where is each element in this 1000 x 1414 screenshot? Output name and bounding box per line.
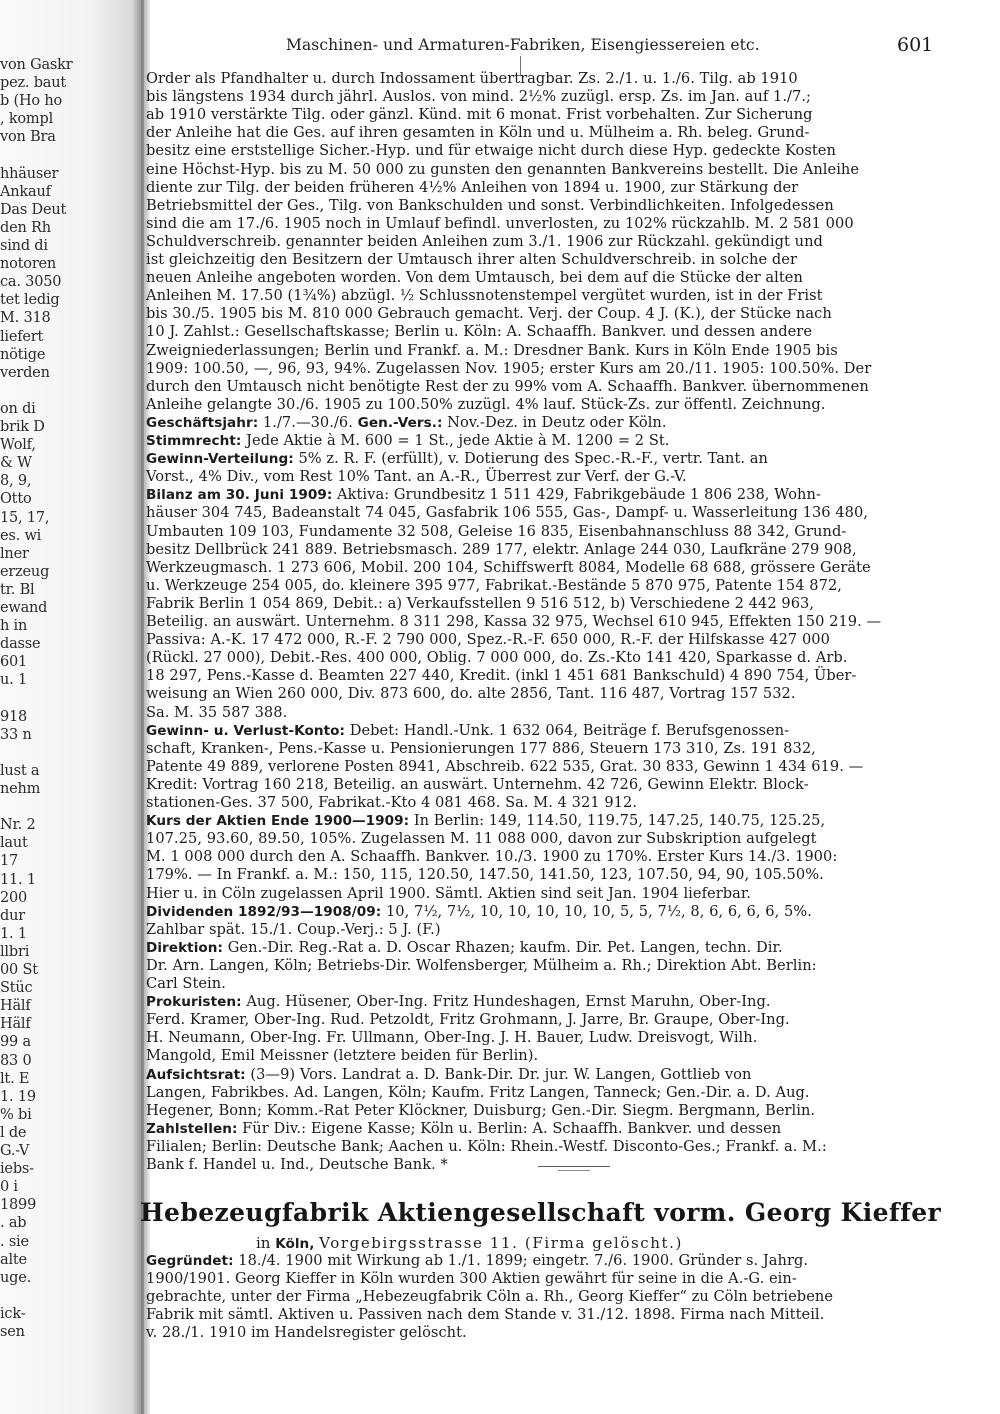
facing-page-text-fragment: ewand bbox=[0, 600, 48, 616]
facing-page-text-fragment: h in bbox=[0, 618, 28, 634]
text-line: besitz eine erststellige Sicher.-Hyp. und für etwaige nicht durch diese Hyp. gedeckte Kosten bbox=[146, 142, 836, 159]
text-line: Ferd. Kramer, Ober-Ing. Rud. Petzoldt, Fritz Grohmann, J. Jarre, Br. Graupe, Ober-Ing. bbox=[146, 1011, 790, 1028]
facing-page-text-fragment: & W bbox=[0, 455, 32, 471]
text-line: H. Neumann, Ober-Ing. Fr. Ullmann, Ober-Ing. J. H. Bauer, Ludw. Dreisvogt, Wilh. bbox=[146, 1029, 758, 1046]
facing-page-text-fragment: , kompl bbox=[0, 111, 54, 127]
text-line: Zweigniederlassungen; Berlin und Frankf. a. M.: Dresdner Bank. Kurs in Köln Ende 1905 bis bbox=[146, 342, 838, 359]
facing-page-text-fragment: den Rh bbox=[0, 220, 51, 236]
text-line: der Anleihe hat die Ges. auf ihren gesamten in Köln und u. Mülheim a. Rh. beleg. Grund- bbox=[146, 124, 810, 141]
text-line: ist gleichzeitig den Besitzern der Umtausch ihrer alten Schuldverschreib. in solche der bbox=[146, 251, 797, 268]
text-line: M. 1 008 000 durch den A. Schaaffh. Bankver. 10./3. 1900 zu 170%. Erster Kurs 14./3. 1900: bbox=[146, 848, 838, 865]
facing-page-text-fragment: notoren bbox=[0, 256, 57, 272]
facing-page-text-fragment: dasse bbox=[0, 636, 41, 652]
text-line: Langen, Fabrikbes. Ad. Langen, Köln; Kaufm. Fritz Langen, Tanneck; Gen.-Dir. a. D. Aug. bbox=[146, 1084, 810, 1101]
text-line: Zahlstellen: Für Div.: Eigene Kasse; Köln u. Berlin: A. Schaaffh. Bankver. und dessen bbox=[146, 1120, 782, 1137]
facing-page-text-fragment: 33 n bbox=[0, 727, 32, 743]
text-line: Bilanz am 30. Juni 1909: Aktiva: Grundbesitz 1 511 429, Fabrikgebäude 1 806 238, Wohn- bbox=[146, 486, 821, 503]
facing-page-text-fragment: 83 0 bbox=[0, 1053, 32, 1069]
facing-page-text-fragment: Stüc bbox=[0, 980, 33, 996]
text-line: 107.25, 93.60, 89.50, 105%. Zugelassen M. 11 088 000, davon zur Subskription aufgelegt bbox=[146, 830, 817, 847]
facing-page-text-fragment: b (Ho ho bbox=[0, 93, 63, 109]
facing-page-text-fragment: 00 St bbox=[0, 962, 38, 978]
facing-page-text-fragment: lner bbox=[0, 546, 29, 562]
company-text-line: Gegründet: 18./4. 1900 mit Wirkung ab 1./1. 1899; eingetr. 7./6. 1900. Gründer s. Jahrg. bbox=[146, 1252, 809, 1269]
facing-page-text-fragment: 0 i bbox=[0, 1179, 18, 1195]
facing-page-text-fragment: Hälf bbox=[0, 998, 31, 1014]
text-line: Hegener, Bonn; Komm.-Rat Peter Klöckner, Duisburg; Gen.-Dir. Siegm. Bergmann, Berlin. bbox=[146, 1102, 816, 1119]
facing-page-text-fragment: ick- bbox=[0, 1306, 26, 1322]
facing-page-text-fragment: tr. Bl bbox=[0, 582, 35, 598]
text-line: weisung an Wien 260 000, Div. 873 600, do. alte 2856, Tant. 116 487, Vortrag 157 532. bbox=[146, 685, 796, 702]
facing-page-text-fragment: 1. 1 bbox=[0, 926, 27, 942]
text-line: Kredit: Vortrag 160 218, Beteilig. an auswärt. Unternehm. 42 726, Gewinn Elektr. Block- bbox=[146, 776, 809, 793]
text-line: 179%. — In Frankf. a. M.: 150, 115, 120.50, 147.50, 141.50, 123, 107.50, 94, 90, 105.50%. bbox=[146, 866, 824, 883]
company-text-line: 1900/1901. Georg Kieffer in Köln wurden 300 Aktien gewährt für seine in die A.-G. ein- bbox=[146, 1270, 797, 1287]
facing-page-text-fragment: llbri bbox=[0, 944, 30, 960]
facing-page-text-fragment: 601 bbox=[0, 654, 28, 670]
text-line: Fabrik Berlin 1 054 869, Debit.: a) Verkaufsstellen 9 516 512, b) Verschiedene 2 442 963, bbox=[146, 595, 815, 612]
text-line: Mangold, Emil Meissner (letztere beiden für Berlin). bbox=[146, 1047, 539, 1064]
facing-page-text-fragment: sen bbox=[0, 1324, 25, 1340]
facing-page-text-fragment: 11. 1 bbox=[0, 872, 36, 888]
company-address bbox=[256, 1234, 683, 1252]
company-text-line: gebrachte, unter der Firma „Hebezeugfabrik Cöln a. Rh., Georg Kieffer“ zu Cöln betriebene bbox=[146, 1288, 834, 1305]
facing-page-text-fragment: lt. E bbox=[0, 1071, 30, 1087]
text-line: Schuldverschreib. genannter beiden Anleihen zum 3./1. 1906 zur Rückzahl. gekündigt und bbox=[146, 233, 823, 250]
facing-page-text-fragment: verden bbox=[0, 365, 50, 381]
text-line: Beteilig. an auswärt. Unternehm. 8 311 298, Kassa 32 975, Wechsel 610 945, Effekten 150 219. — bbox=[146, 613, 882, 630]
facing-page-text-fragment: . sie bbox=[0, 1234, 29, 1250]
text-line: bis längstens 1934 durch jährl. Auslos. von mind. 2½% zuzügl. ersp. Zs. im Jan. auf 1./7.; bbox=[146, 88, 811, 105]
company-title: Hebezeugfabrik Aktiengesellschaft vorm. Georg Kieffer bbox=[140, 1198, 942, 1227]
text-line: Geschäftsjahr: 1./7.—30./6. Gen.-Vers.: Nov.-Dez. in Deutz oder Köln. bbox=[146, 414, 667, 431]
text-line: besitz Dellbrück 241 889. Betriebsmasch. 289 177, elektr. Anlage 244 030, Laufkräne 279 908, bbox=[146, 541, 857, 558]
text-line: sind die am 17./6. 1905 noch in Umlauf befindl. unverlosten, zu 102% rückzahlb. M. 2 581 000 bbox=[146, 215, 854, 232]
facing-page-text-fragment: 1. 19 bbox=[0, 1089, 36, 1105]
company-city: Köln, bbox=[275, 1236, 315, 1252]
facing-page-text-fragment: Nr. 2 bbox=[0, 817, 36, 833]
text-line: Dr. Arn. Langen, Köln; Betriebs-Dir. Wolfensberger, Mülheim a. Rh.; Direktion Abt. Berlin: bbox=[146, 957, 817, 974]
text-line: Hier u. in Cöln zugelassen April 1900. Sämtl. Aktien sind seit Jan. 1904 lieferbar. bbox=[146, 885, 751, 902]
facing-page-text-fragment: tet ledig bbox=[0, 292, 60, 308]
text-line: häuser 304 745, Badeanstalt 74 045, Gasfabrik 106 555, Gas-, Dampf- u. Wasserleitung 136 480, bbox=[146, 504, 869, 521]
text-line: Vorst., 4% Div., vom Rest 10% Tant. an A.-R., Überrest zur Verf. der G.-V. bbox=[146, 468, 687, 485]
text-line: neuen Anleihe angeboten worden. Von dem Umtausch, bei dem auf die Stücke der alten bbox=[146, 269, 803, 286]
facing-page-text-fragment: 99 a bbox=[0, 1034, 31, 1050]
facing-page-text-fragment: on di bbox=[0, 401, 36, 417]
facing-page-text-fragment: uge. bbox=[0, 1270, 32, 1286]
facing-page-text-fragment: u. 1 bbox=[0, 672, 27, 688]
facing-page-text-fragment: M. 318 bbox=[0, 310, 51, 326]
text-line: diente zur Tilg. der beiden früheren 4½% Anleihen von 1894 u. 1900, zur Stärkung der bbox=[146, 179, 799, 196]
text-line: Anleihe gelangte 30./6. 1905 zu 100.50% zuzügl. 4% lauf. Stück-Zs. zur öffentl. Zeichnung. bbox=[146, 396, 826, 413]
facing-page-text-fragment: pez. baut bbox=[0, 75, 67, 91]
text-line: Zahlbar spät. 15./1. Coup.-Verj.: 5 J. (F.) bbox=[146, 921, 441, 938]
facing-page-text-fragment: liefert bbox=[0, 329, 44, 345]
facing-page-fragment bbox=[0, 56, 100, 1356]
company-address-prefix: in bbox=[256, 1234, 271, 1252]
text-line: durch den Umtausch nicht benötigte Rest der zu 99% vom A. Schaaffh. Bankver. übernommenen bbox=[146, 378, 869, 395]
text-line: Umbauten 109 103, Fundamente 32 508, Geleise 16 835, Eisenbahnanschluss 88 342, Grund- bbox=[146, 523, 847, 540]
text-line: Dividenden 1892/93—1908/09: 10, 7½, 7½, 10, 10, 10, 10, 10, 5, 5, 7½, 8, 6, 6, 6, 6, 5%. bbox=[146, 903, 812, 920]
facing-page-text-fragment: Otto bbox=[0, 491, 32, 507]
facing-page-text-fragment: von Bra bbox=[0, 129, 56, 145]
section-separator bbox=[538, 1166, 610, 1167]
facing-page-text-fragment: Hälf bbox=[0, 1016, 31, 1032]
text-line: 18 297, Pens.-Kasse d. Beamten 227 440, Kredit. (inkl 1 451 681 Bankschuld) 4 890 754, Über- bbox=[146, 667, 857, 684]
text-line: schaft, Kranken-, Pens.-Kasse u. Pensionierungen 177 886, Steuern 173 310, Zs. 191 832, bbox=[146, 740, 816, 757]
facing-page-text-fragment: nehm bbox=[0, 781, 41, 797]
facing-page-text-fragment: brik D bbox=[0, 419, 45, 435]
text-line: bis 30./5. 1905 bis M. 810 000 Gebrauch gemacht. Verj. der Coup. 4 J. (K.), der Stücke nach bbox=[146, 305, 832, 322]
text-line: ab 1910 verstärkte Tilg. oder gänzl. Künd. mit 6 monat. Frist vorbehalten. Zur Sicherung bbox=[146, 106, 813, 123]
text-line: Stimmrecht: Jede Aktie à M. 600 = 1 St., jede Aktie à M. 1200 = 2 St. bbox=[146, 432, 670, 449]
text-line: (Rückl. 27 000), Debit.-Res. 400 000, Oblig. 7 000 000, do. Zs.-Kto 141 420, Sparkasse d. Arb. bbox=[146, 649, 848, 666]
section-separator-short bbox=[558, 1170, 590, 1171]
company-address-rest: Vorgebirgsstrasse 11. (Firma gelöscht.) bbox=[319, 1234, 683, 1252]
facing-page-text-fragment: von Gaskr bbox=[0, 57, 73, 73]
text-line: Werkzeugmasch. 1 273 606, Mobil. 200 104, Schiffswerft 8084, Modelle 68 688, grössere Geräte bbox=[146, 559, 871, 576]
company-text-line: Fabrik mit sämtl. Aktiven u. Passiven nach dem Stande v. 31./12. 1898. Firma nach Mitteil. bbox=[146, 1306, 825, 1323]
facing-page-text-fragment: dur bbox=[0, 908, 25, 924]
text-line: Betriebsmittel der Ges., Tilg. von Bankschulden und sonst. Verbindlichkeiten. Infolgedessen bbox=[146, 197, 834, 214]
facing-page-text-fragment: 15, 17, bbox=[0, 510, 50, 526]
text-line: u. Werkzeuge 254 005, do. kleinere 395 977, Fabrikat.-Bestände 5 870 975, Patente 154 872, bbox=[146, 577, 842, 594]
text-line: Direktion: Gen.-Dir. Reg.-Rat a. D. Oscar Rhazen; kaufm. Dir. Pet. Langen, techn. Dir. bbox=[146, 939, 783, 956]
facing-page-text-fragment: nötige bbox=[0, 347, 46, 363]
facing-page-text-fragment: es. wi bbox=[0, 528, 42, 544]
text-line: Filialen; Berlin: Deutsche Bank; Aachen u. Köln: Rhein.-Westf. Disconto-Ges.; Frankf. a. M.: bbox=[146, 1138, 827, 1155]
text-line: Bank f. Handel u. Ind., Deutsche Bank. * bbox=[146, 1156, 448, 1173]
facing-page-text-fragment: Das Deut bbox=[0, 202, 67, 218]
text-line: Prokuristen: Aug. Hüsener, Ober-Ing. Fritz Hundeshagen, Ernst Maruhn, Ober-Ing. bbox=[146, 993, 771, 1010]
text-line: stationen-Ges. 37 500, Fabrikat.-Kto 4 081 468. Sa. M. 4 321 912. bbox=[146, 794, 638, 811]
text-line: Kurs der Aktien Ende 1900—1909: In Berlin: 149, 114.50, 119.75, 147.25, 140.75, 125.25, bbox=[146, 812, 826, 829]
facing-page-text-fragment: 200 bbox=[0, 890, 28, 906]
facing-page-text-fragment: G.-V bbox=[0, 1143, 30, 1159]
page-number: 601 bbox=[897, 34, 934, 56]
facing-page-text-fragment: alte bbox=[0, 1252, 27, 1268]
facing-page-text-fragment: Ankauf bbox=[0, 184, 51, 200]
facing-page-text-fragment: sind di bbox=[0, 238, 48, 254]
running-head: Maschinen- und Armaturen-Fabriken, Eisengiessereien etc. bbox=[286, 36, 760, 54]
facing-page-text-fragment: lust a bbox=[0, 763, 40, 779]
text-line: Carl Stein. bbox=[146, 975, 226, 992]
facing-page-text-fragment: . ab bbox=[0, 1215, 27, 1231]
facing-page-text-fragment: 8, 9, bbox=[0, 473, 32, 489]
text-line: Passiva: A.-K. 17 472 000, R.-F. 2 790 000, Spez.-R.-F. 650 000, R.-F. der Hilfskasse 427 000 bbox=[146, 631, 830, 648]
facing-page-text-fragment: 1899 bbox=[0, 1197, 37, 1213]
facing-page-text-fragment: Wolf, bbox=[0, 437, 36, 453]
facing-page-text-fragment: laut bbox=[0, 835, 28, 851]
text-line: eine Höchst-Hyp. bis zu M. 50 000 zu gunsten den genannten Bankvereins bestellt. Die Anleihe bbox=[146, 161, 860, 178]
facing-page-text-fragment: l de bbox=[0, 1125, 27, 1141]
text-line: 1909: 100.50, —, 96, 93, 94%. Zugelassen Nov. 1905; erster Kurs am 20./11. 1905: 100.50%. Der bbox=[146, 360, 872, 377]
facing-page-text-fragment: hhäuser bbox=[0, 166, 59, 182]
text-line: Patente 49 889, verlorene Posten 8941, Abschreib. 622 535, Grat. 30 833, Gewinn 1 434 619. — bbox=[146, 758, 864, 775]
facing-page-text-fragment: ca. 3050 bbox=[0, 274, 62, 290]
text-line: Sa. M. 35 587 388. bbox=[146, 704, 288, 721]
company-text-line: v. 28./1. 1910 im Handelsregister gelöscht. bbox=[146, 1324, 467, 1341]
facing-page-text-fragment: % bi bbox=[0, 1107, 32, 1123]
text-line: Order als Pfandhalter u. durch Indossament übertragbar. Zs. 2./1. u. 1./6. Tilg. ab 1910 bbox=[146, 70, 798, 87]
text-line: Gewinn- u. Verlust-Konto: Debet: Handl.-Unk. 1 632 064, Beiträge f. Berufsgenossen- bbox=[146, 722, 790, 739]
text-line: Aufsichtsrat: (3—9) Vors. Landrat a. D. Bank-Dir. Dr. jur. W. Langen, Gottlieb von bbox=[146, 1066, 752, 1083]
facing-page-text-fragment: 17 bbox=[0, 853, 19, 869]
text-line: Anleihen M. 17.50 (1¾%) abzügl. ½ Schlussnotenstempel vergütet wurden, ist in der Frist bbox=[146, 287, 823, 304]
facing-page-text-fragment: iebs- bbox=[0, 1161, 34, 1177]
text-line: 10 J. Zahlst.: Gesellschaftskasse; Berlin u. Köln: A. Schaaffh. Bankver. und dessen andere bbox=[146, 323, 813, 340]
text-line: Gewinn-Verteilung: 5% z. R. F. (erfüllt), v. Dotierung des Spec.-R.-F., vertr. Tant. an bbox=[146, 450, 768, 467]
facing-page-text-fragment: 918 bbox=[0, 709, 28, 725]
facing-page-text-fragment: erzeug bbox=[0, 564, 50, 580]
